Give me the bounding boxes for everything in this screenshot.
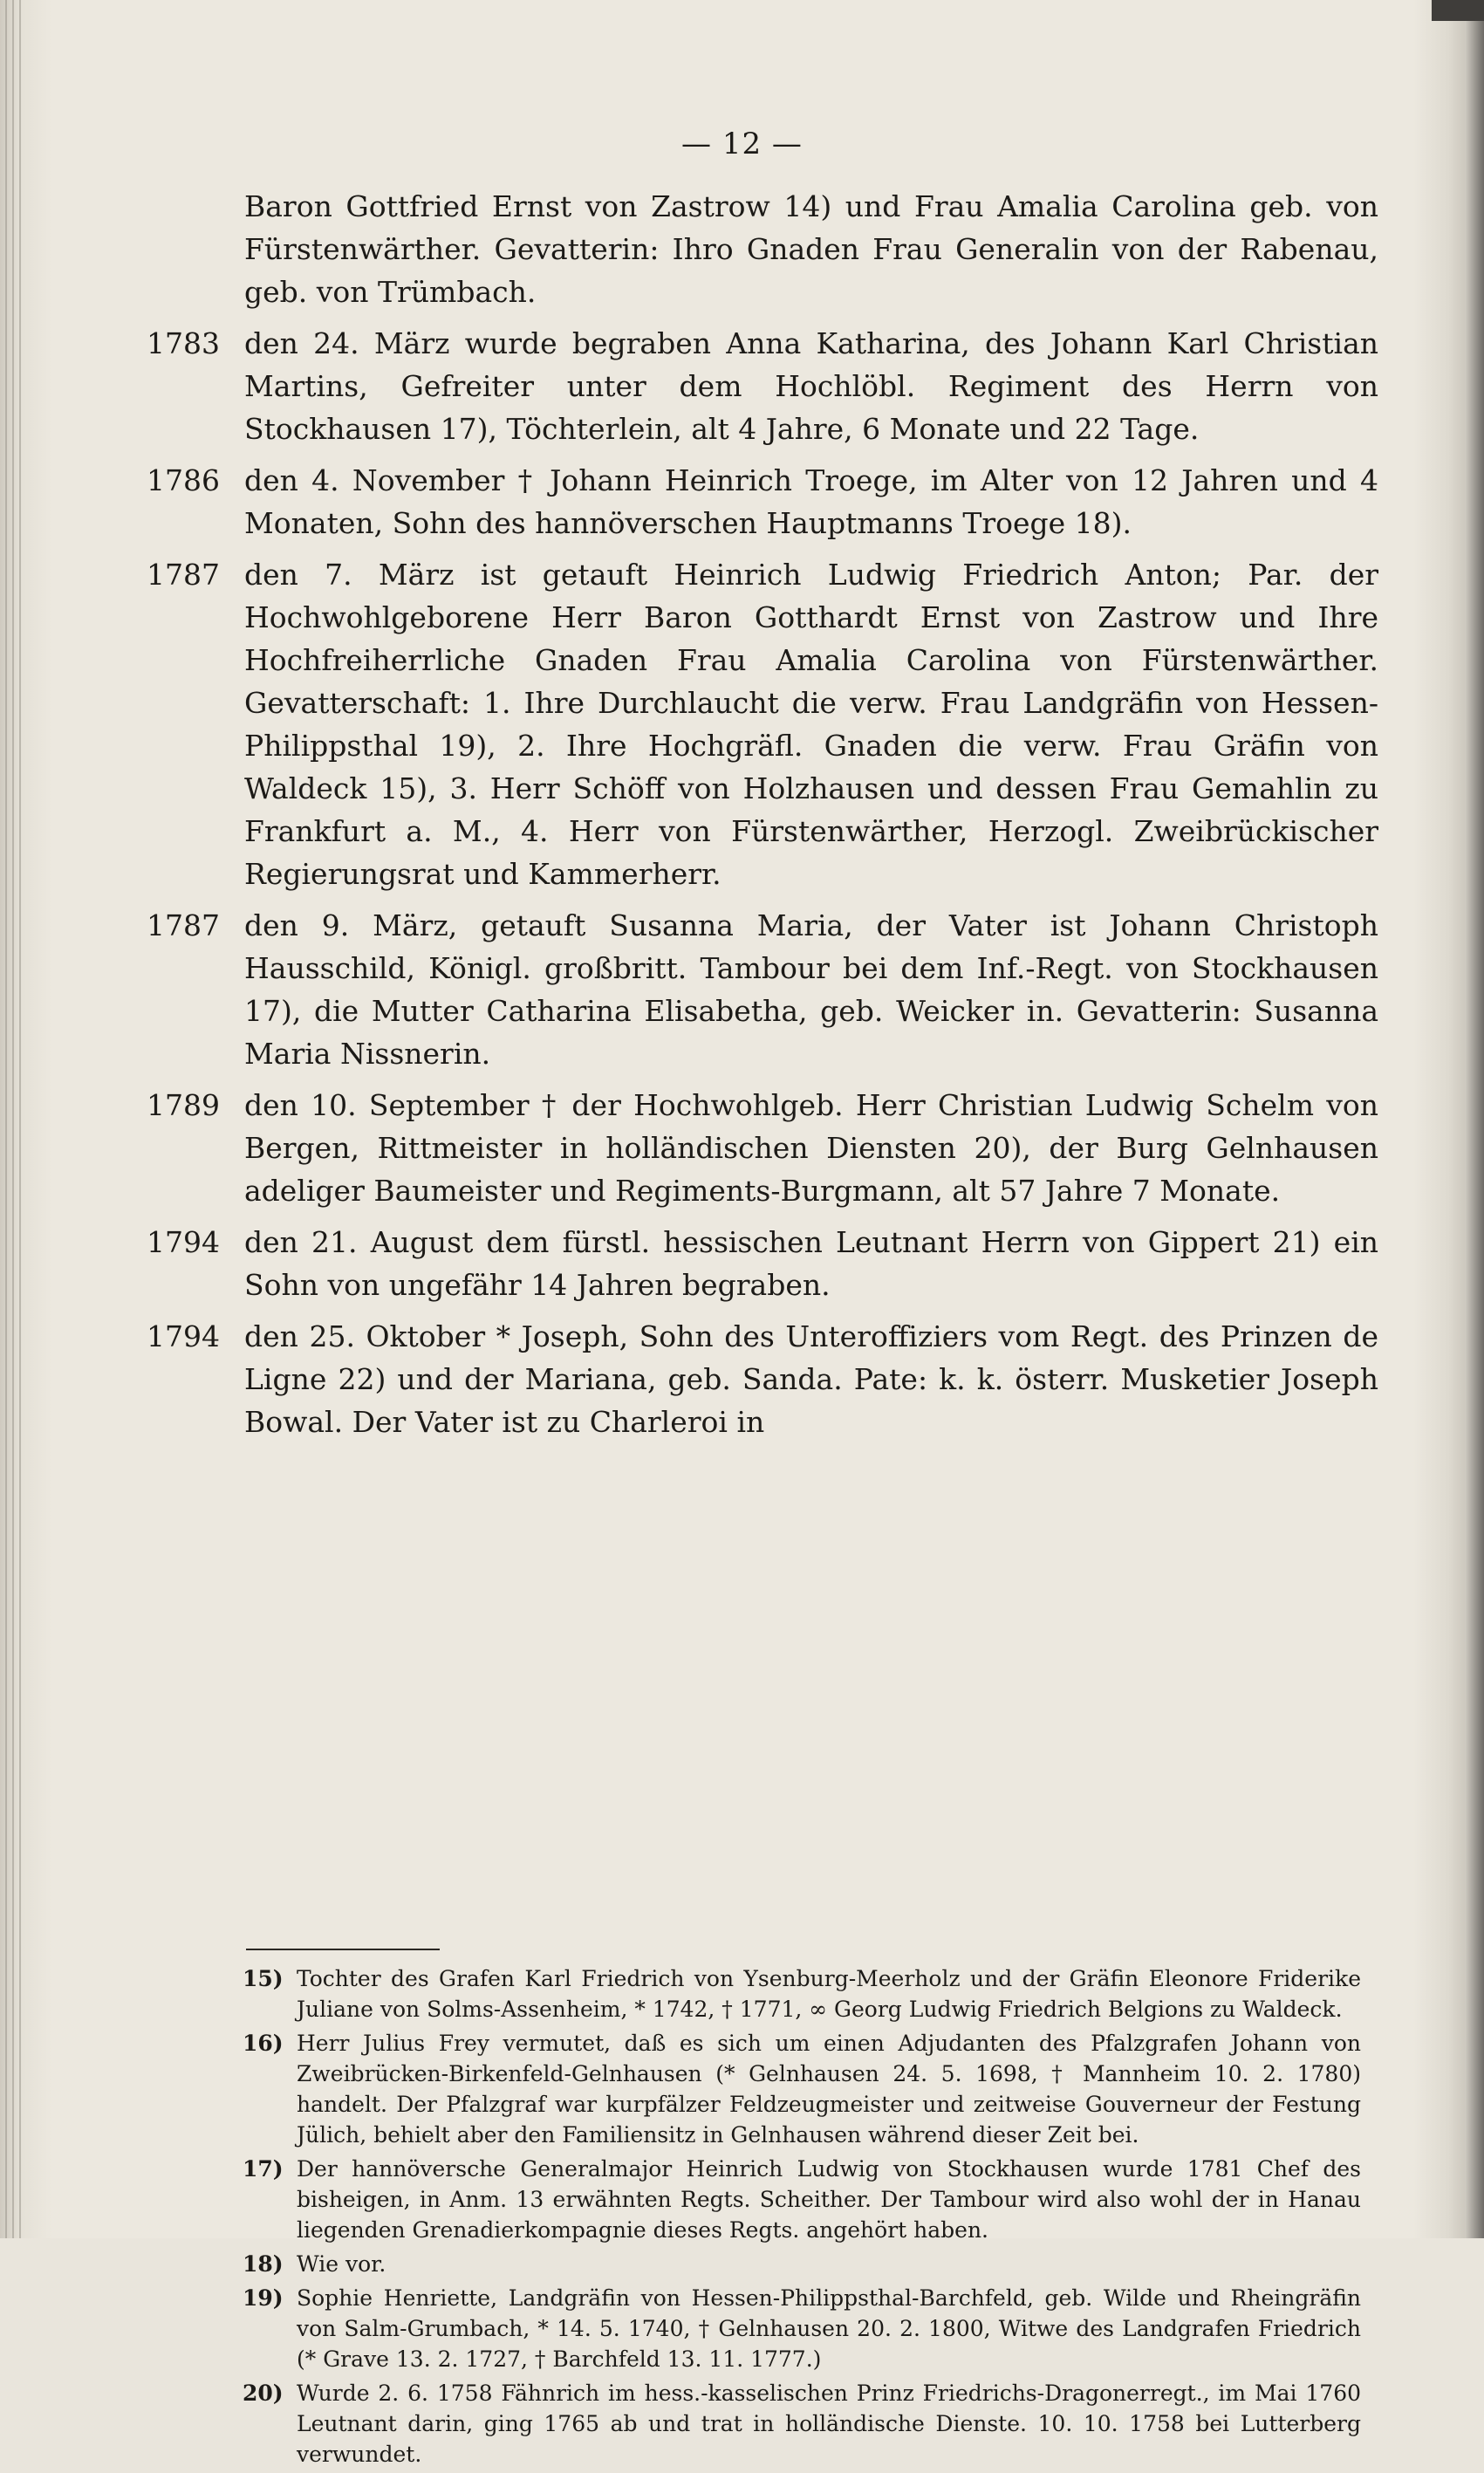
register-entries [147,185,1378,1452]
footnote-mark: 17) [243,2156,284,2182]
register-entry [147,904,1378,1075]
register-entry [147,459,1378,545]
entry-text: den 10. September † der Hochwohlgeb. Herr Christian Ludwig Schelm von Bergen, Rittmeister in holländischen Diensten 20), der Burg Gelnhausen adeliger Baumeister und Regiments-Burgmann, alt 57 Jahre 7 Monate. [244,1088,1378,1208]
entry-year: 1783 [147,326,220,360]
entry-text: den 4. November † Johann Heinrich Troege, im Alter von 12 Jahren und 4 Monaten, Sohn des hannöverschen Hauptmanns Troege 18). [244,463,1378,540]
footnote-mark: 19) [243,2285,284,2311]
page-edge [1465,0,1484,2238]
footnote-mark: 15) [243,1966,284,1991]
entry-text: den 25. Oktober * Joseph, Sohn des Unteroffiziers vom Regt. des Prinzen de Ligne 22) und der Mariana, geb. Sanda. Pate: k. k. österr. Musketier Joseph Bowal. Der Vater ist zu Charleroi in [244,1319,1378,1439]
register-entry [147,1221,1378,1306]
footnote [243,2249,1361,2279]
register-entry [147,322,1378,450]
entry-text: den 21. August dem fürstl. hessischen Leutnant Herrn von Gippert 21) ein Sohn von ungefähr 14 Jahren begraben. [244,1225,1378,1302]
page-number: — 12 — [681,127,803,161]
entry-year: 1787 [147,558,220,592]
entry-text: den 9. März, getauft Susanna Maria, der Vater ist Johann Christoph Hausschild, Königl. großbritt. Tambour bei dem Inf.-Regt. von Stockhausen 17), die Mutter Catharina Elisabetha, geb. Weicker in. Gevatterin: Susanna Maria Nissnerin. [244,908,1378,1071]
entry-year: 1787 [147,908,220,942]
register-entry [147,553,1378,895]
footnote [243,2028,1361,2150]
footnote-rule [246,1949,440,1950]
footnote [243,2378,1361,2470]
footnote-text: Sophie Henriette, Landgräfin von Hessen-Philippsthal-Barchfeld, geb. Wilde und Rheingräfin von Salm-Grumbach, * 14. 5. 1740, † Gelnhausen 20. 2. 1800, Witwe des Landgrafen Friedrich (* Grave 13. 2. 1727, † Barchfeld 13. 11. 1777.) [297,2285,1361,2372]
footnote-mark: 16) [243,2031,284,2056]
footnote-text: Wie vor. [297,2251,386,2277]
entry-year: 1789 [147,1088,220,1122]
footnote-text: Wurde 2. 6. 1758 Fähnrich im hess.-kasselischen Prinz Friedrichs-Dragonerregt., im Mai 1760 Leutnant darin, ging 1765 ab und trat in holländische Dienste. 10. 10. 1758 bei Lutterberg verwundet. [297,2381,1361,2467]
entry-text: den 24. März wurde begraben Anna Katharina, des Johann Karl Christian Martins, Gefreiter unter dem Hochlöbl. Regiment des Herrn von Stockhausen 17), Töchterlein, alt 4 Jahre, 6 Monate und 22 Tage. [244,326,1378,446]
footnote-text: Tochter des Grafen Karl Friedrich von Ysenburg-Meerholz und der Gräfin Eleonore Friderike Juliane von Solms-Assenheim, * 1742, † 1771, ∞ Georg Ludwig Friedrich Belgions zu Waldeck. [297,1966,1361,2022]
entry-year: 1786 [147,463,220,497]
footnote [243,1963,1361,2024]
entry-text: den 7. März ist getauft Heinrich Ludwig Friedrich Anton; Par. der Hochwohlgeborene Herr Baron Gotthardt Ernst von Zastrow und Ihre Hochfreiherrliche Gnaden Frau Amalia Carolina von Fürstenwärther. Gevatterschaft: 1. Ihre Durchlaucht die verw. Frau Landgräfin von Hessen-Philippsthal 19), 2. Ihre Hochgräfl. Gnaden die verw. Frau Gräfin von Waldeck 15), 3. Herr Schöff von Holzhausen und dessen Frau Gemahlin zu Frankfurt a. M., 4. Herr von Fürstenwärther, Herzogl. Zweibrückischer Regierungsrat und Kammerherr. [244,558,1378,891]
register-entry [147,1084,1378,1212]
footnote-mark: 18) [243,2251,284,2277]
binding-line [19,0,21,2238]
binding-line [5,0,7,2238]
footnote-text: Herr Julius Frey vermutet, daß es sich um einen Adjudanten des Pfalzgrafen Johann von Zweibrücken-Birkenfeld-Gelnhausen (* Gelnhausen 24. 5. 1698, † Mannheim 10. 2. 1780) handelt. Der Pfalzgraf war kurpfälzer Feldzeugmeister und zeitweise Gouverneur der Festung Jülich, behielt aber den Familiensitz in Gelnhausen während dieser Zeit bei. [297,2031,1361,2148]
entry-text: Baron Gottfried Ernst von Zastrow 14) und Frau Amalia Carolina geb. von Fürstenwärther. Gevatterin: Ihro Gnaden Frau Generalin von der Rabenau, geb. von Trümbach. [244,189,1378,309]
footnote [243,2154,1361,2245]
footnote-mark: 20) [243,2381,284,2406]
footnote [243,2283,1361,2374]
register-entry [147,1315,1378,1443]
entry-year: 1794 [147,1225,220,1259]
footnotes [243,1963,1361,2473]
binding-line [12,0,14,2238]
footnote-text: Der hannöversche Generalmajor Heinrich Ludwig von Stockhausen wurde 1781 Chef des bisheigen, in Anm. 13 erwähnten Regts. Scheither. Der Tambour wird also wohl der in Hanau liegenden Grenadierkompagnie dieses Regts. angehört haben. [297,2156,1361,2243]
entry-year: 1794 [147,1319,220,1353]
register-entry [244,185,1378,313]
page-corner [1432,0,1484,21]
